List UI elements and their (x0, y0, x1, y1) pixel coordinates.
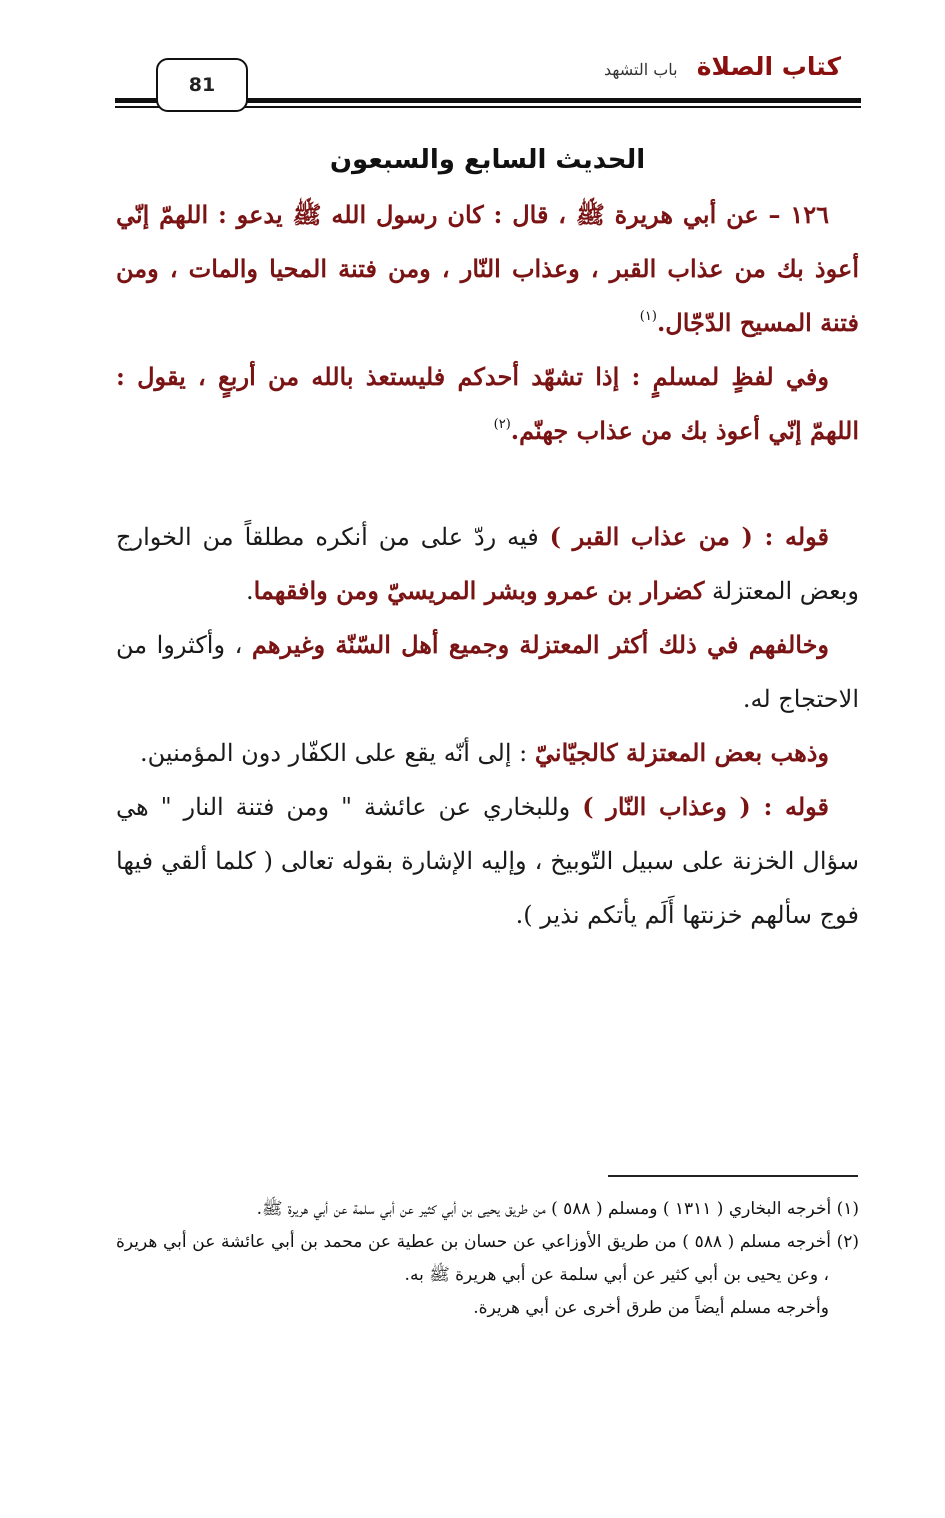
running-header (604, 52, 841, 81)
section-gap (116, 458, 859, 510)
commentary-end: . (245, 577, 254, 605)
page-number: 81 (156, 58, 248, 112)
footnote-ref-1: (١) (639, 309, 657, 324)
commentary-paragraph-3 (116, 726, 859, 780)
hadith-variant-text: وفي لفظٍ لمسلمٍ : إذا تشهّد أحدكم فليستعذ بالله من أربعٍ ، يقول : اللهمّ إنّي أعوذ بك من عذاب جهنّم. (116, 362, 859, 445)
footnotes (116, 1193, 859, 1325)
commentary-lead: قوله : ( وعذاب النّار ) (582, 792, 830, 821)
commentary-paragraph-2 (116, 618, 859, 726)
footnote-1: (١) أخرجه البخاري ( ١٣١١ ) ومسلم ( ٥٨٨ ) من طريق يحيى بن أبي كثير عن أبي سلمة عن أبي هريرة ﷺ. (256, 1199, 859, 1219)
highlighted-names: كضرار بن عمرو وبشر المريسيّ ومن وافقهما (253, 576, 705, 605)
hadith-heading: الحديث السابع والسبعون (329, 145, 646, 175)
commentary-text: فيه ردّ على من أنكره مطلقاً من الخوارج وبعض المعتزلة (116, 523, 859, 605)
footnote-2: (٢) أخرجه مسلم ( ٥٨٨ ) من طريق الأوزاعي عن حسان بن عطية عن محمد بن أبي عائشة عن أبي هريرة ، وعن يحيى بن أبي كثير عن أبي سلمة عن أبي هريرة ﷺ به. (116, 1232, 859, 1285)
chapter-title: باب التشهد (603, 60, 678, 79)
hadith-text (116, 188, 859, 350)
hadith-main: ١٢٦ – عن أبي هريرة ﷺ ، قال : كان رسول الله ﷺ يدعو : اللهمّ إنّي أعوذ بك من عذاب القبر ، وعذاب النّار ، ومن فتنة المحيا والمات ، ومن فتنة المسيح الدّجّال. (116, 200, 859, 337)
highlighted-phrase: وذهب بعض المعتزلة كالجيّانيّ (534, 738, 829, 767)
commentary-text: ، وأكثروا من الاحتجاج له. (116, 631, 859, 713)
commentary-text: : إلى أنّه يقع على الكفّار دون المؤمنين. (140, 739, 535, 767)
highlighted-phrase: وخالفهم في ذلك أكثر المعتزلة وجميع أهل السّنّة وغيرهم (251, 630, 829, 659)
hadith-variant (116, 350, 859, 458)
footnote-2-extra: وأخرجه مسلم أيضاً من طرق أخرى عن أبي هريرة. (473, 1298, 829, 1318)
commentary-paragraph-4 (116, 780, 859, 942)
footnote-ref-2: (٢) (493, 417, 511, 432)
commentary-paragraph-1 (116, 510, 859, 618)
commentary-text: وللبخاري عن عائشة " ومن فتنة النار " هي سؤال الخزنة على سبيل التّوبيخ ، وإليه الإشارة بقوله تعالى ( كلما ألقي فيها فوج سألهم خزنتها أَلَم يأتكم نذير ). (116, 793, 859, 929)
book-title: كتاب الصلاة (696, 52, 841, 81)
quoted-phrase: ( من عذاب القبر ) (549, 522, 753, 551)
page-body (116, 138, 859, 942)
footnote-separator (608, 1175, 858, 1177)
commentary-lead: قوله : (752, 522, 829, 551)
